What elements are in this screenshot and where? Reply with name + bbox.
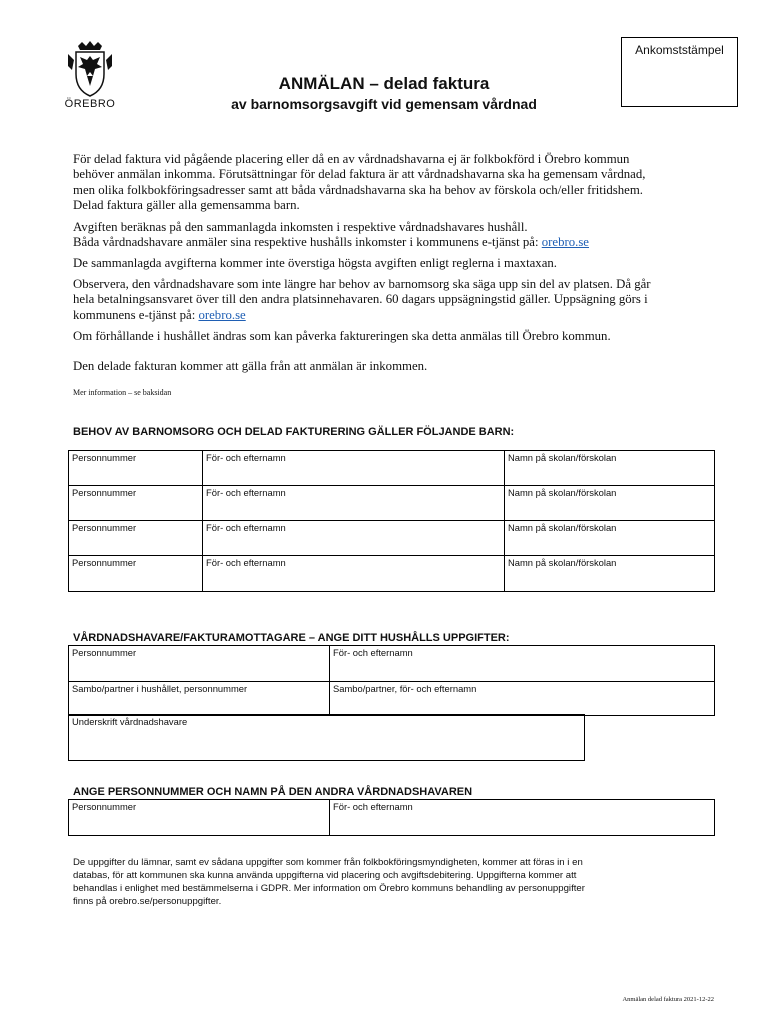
table-row: [69, 451, 715, 486]
guardian-signature-field[interactable]: Underskrift vårdnadshavare: [69, 715, 585, 761]
other-guardian-table: [68, 799, 715, 836]
signature-table: [68, 714, 585, 761]
orebro-link-2[interactable]: orebro.se: [198, 307, 246, 322]
form-subtitle: av barnomsorgsavgift vid gemensam vårdnad: [231, 96, 537, 112]
guardian-personnummer-field[interactable]: Personnummer: [69, 646, 330, 682]
partner-name-field[interactable]: Sambo/partner, för- och efternamn: [330, 682, 715, 716]
other-guardian-personnummer-field[interactable]: Personnummer: [69, 800, 330, 836]
child-school-field[interactable]: Namn på skolan/förskolan: [505, 556, 715, 592]
table-row: [69, 521, 715, 556]
document-reference: Anmälan delad faktura 2021-12-22: [622, 996, 714, 1003]
table-row: [69, 646, 715, 682]
guardian-name-field[interactable]: För- och efternamn: [330, 646, 715, 682]
intro-paragraph-6: Den delade fakturan kommer att gälla från att anmälan är inkommen.: [73, 359, 428, 373]
child-school-field[interactable]: Namn på skolan/förskolan: [505, 486, 715, 521]
guardian-table: [68, 645, 715, 716]
guardian-section-heading: VÅRDNADSHAVARE/FAKTURAMOTTAGARE – ANGE DITT HUSHÅLLS UPPGIFTER:: [73, 632, 510, 644]
other-guardian-name-field[interactable]: För- och efternamn: [330, 800, 715, 836]
orebro-link[interactable]: orebro.se: [541, 235, 589, 250]
table-row: [69, 800, 715, 836]
table-row: [69, 682, 715, 716]
child-school-field[interactable]: Namn på skolan/förskolan: [505, 451, 715, 486]
child-personnummer-field[interactable]: Personnummer: [69, 521, 203, 556]
intro-paragraph-4: Observera, den vårdnadshavare som inte längre har behov av barnomsorg ska säga upp sin del av platsen. Då går hela betalningsansvaret över till den andra platsinnehavaren. 60 dagars uppsägningstid gäller. Uppsägning görs i kommunens e-tjänst på: orebro.se: [73, 277, 651, 322]
form-title: ANMÄLAN – delad faktura: [278, 74, 490, 93]
more-info-note: Mer information – se baksidan: [73, 388, 172, 397]
child-name-field[interactable]: För- och efternamn: [203, 486, 505, 521]
children-table: [68, 450, 715, 592]
child-personnummer-field[interactable]: Personnummer: [69, 451, 203, 486]
child-name-field[interactable]: För- och efternamn: [203, 556, 505, 592]
partner-personnummer-field[interactable]: Sambo/partner i hushållet, personnummer: [69, 682, 330, 716]
logo-wordmark: ÖREBRO: [64, 98, 116, 110]
child-name-field[interactable]: För- och efternamn: [203, 451, 505, 486]
intro-paragraph-3: De sammanlagda avgifterna kommer inte överstiga högsta avgiften enligt reglerna i maxtaxan.: [73, 256, 557, 270]
child-school-field[interactable]: Namn på skolan/förskolan: [505, 521, 715, 556]
stamp-label: Ankomststämpel: [635, 43, 724, 57]
child-name-field[interactable]: För- och efternamn: [203, 521, 505, 556]
table-row: [69, 486, 715, 521]
gdpr-notice: De uppgifter du lämnar, samt ev sådana uppgifter som kommer från folkbokföringsmyndigheten, kommer att föras in i en databas, för att kommunen ska kunna använda uppgifterna vid placering och avgiftsdebitering. Uppgifterna kommer att behandlas i enlighet med bestämmelserna i GDPR. Mer information om Örebro kommuns behandling av personuppgifter finns på orebro.se/personuppgifter.: [73, 857, 585, 907]
intro-paragraph-1: För delad faktura vid pågående placering eller då en av vårdnadshavarna ej är folkbokförd i Örebro kommun behöver anmälan inkomma. Förutsättningar för delad faktura är att vårdnadshavarna ska ha gemensam vårdnad, men olika folkbokföringsadresser samt att båda vårdnadshavarna ska ha behov av förskola och/eller fritidshem. Delad faktura gäller alla gemensamma barn.: [73, 152, 646, 213]
arrival-stamp-box: [621, 37, 738, 107]
intro-paragraph-2: Avgiften beräknas på den sammanlagda inkomsten i respektive vårdnadshavares hushåll. Båda vårdnadshavare anmäler sina respektive hushålls inkomster i kommunens e-tjänst på: orebro.se: [73, 220, 589, 250]
table-row: [69, 715, 585, 761]
other-guardian-section-heading: ANGE PERSONNUMMER OCH NAMN PÅ DEN ANDRA VÅRDNADSHAVAREN: [73, 786, 473, 798]
child-personnummer-field[interactable]: Personnummer: [69, 486, 203, 521]
children-section-heading: BEHOV AV BARNOMSORG OCH DELAD FAKTURERING GÄLLER FÖLJANDE BARN:: [73, 426, 515, 438]
intro-paragraph-5: Om förhållande i hushållet ändras som kan påverka faktureringen ska detta anmälas till Örebro kommun.: [73, 329, 611, 343]
table-row: [69, 556, 715, 592]
child-personnummer-field[interactable]: Personnummer: [69, 556, 203, 592]
